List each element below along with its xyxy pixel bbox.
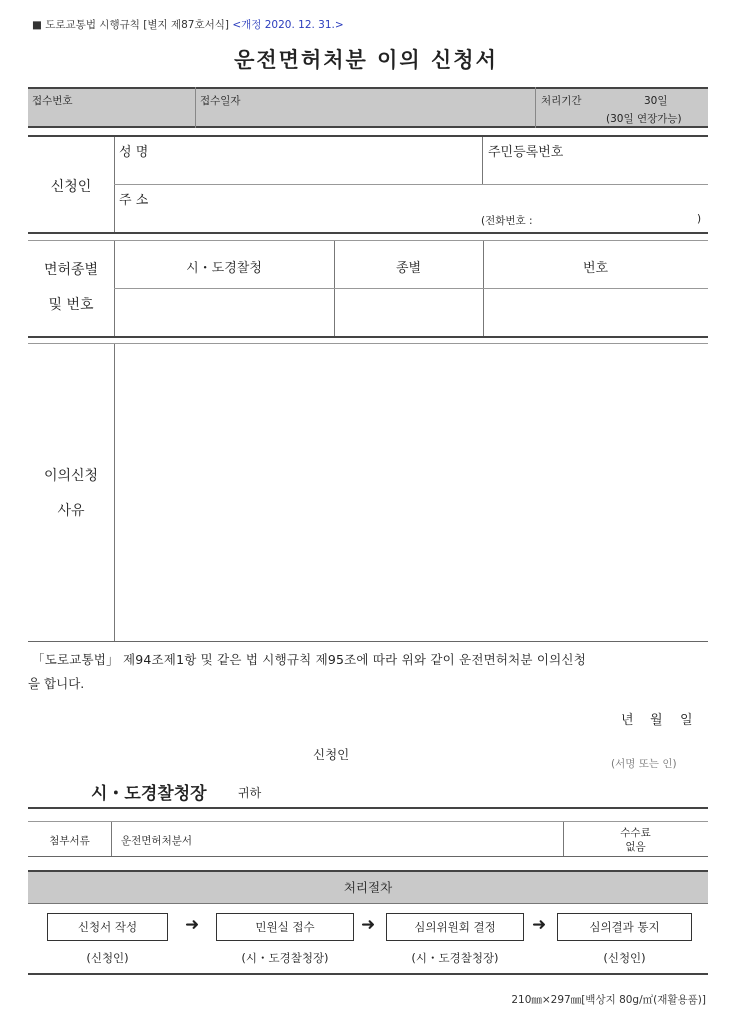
period-note: (30일 연장가능): [606, 113, 682, 125]
recipient-honorific: 귀하: [238, 786, 262, 800]
divider: [195, 87, 196, 128]
applicant-section-label: 신청인: [50, 179, 92, 195]
attachments-label: 첨부서류: [49, 835, 90, 847]
divider: [535, 87, 536, 128]
paper-spec: 210㎜×297㎜[백상지 80g/㎡(재활용품)]: [511, 994, 706, 1006]
step-reception: 민원실 접수: [216, 913, 354, 941]
step-notification: 심의결과 통지: [557, 913, 692, 941]
date-year: 년: [621, 713, 634, 728]
col-police: 시・도경찰청: [186, 261, 262, 276]
period-value: 30일: [644, 95, 668, 107]
step-committee: 심의위원회 결정: [386, 913, 524, 941]
statement-line-1: 「도로교통법」 제94조제1항 및 같은 법 시행규칙 제95조에 따라 위와 같이 운전면허처분 이의신청: [32, 652, 586, 667]
date-day: 일: [680, 713, 693, 728]
address-label: 주 소: [119, 193, 149, 208]
signature-note: (서명 또는 인): [611, 758, 677, 770]
license-label-2: 및 번호: [48, 297, 94, 313]
arrow-right-icon: ➜: [185, 915, 200, 935]
signature-label: 신청인: [313, 747, 350, 762]
law-reference: [32, 17, 344, 32]
statement-line-2: 을 합니다.: [28, 676, 85, 691]
rule: [114, 184, 708, 185]
arrow-right-icon: ➜: [361, 915, 376, 935]
date-month: 월: [650, 713, 663, 728]
phone-close: ): [697, 213, 702, 225]
rrn-label: 주민등록번호: [488, 145, 564, 160]
law-prefix: ■ 도로교통법 시행규칙 [별지 제87호서식]: [32, 19, 229, 31]
arrow-right-icon: ➜: [532, 915, 547, 935]
divider: [111, 822, 112, 856]
period-label: 처리기간: [541, 95, 582, 107]
name-label: 성 명: [119, 145, 149, 160]
rule: [28, 232, 708, 234]
fee-label: 수수료: [620, 827, 651, 839]
reason-label-1: 이의신청: [43, 468, 99, 484]
step-actor: (시・도경찰청장): [411, 951, 499, 965]
rule: [28, 240, 708, 241]
rule: [28, 973, 708, 975]
form-title: 운전면허처분 이의 신청서: [234, 48, 498, 72]
step-actor: (신청인): [603, 951, 646, 965]
fee-value: 없음: [625, 841, 646, 853]
rule: [28, 821, 708, 822]
phone-label: (전화번호 :: [481, 215, 533, 227]
rule: [28, 807, 708, 809]
recipient-name: 시・도경찰청장: [91, 784, 207, 804]
step-actor: (신청인): [86, 951, 129, 965]
col-type: 종별: [395, 261, 422, 276]
revision-link[interactable]: <개정 2020. 12. 31.>: [232, 19, 344, 31]
reason-label-2: 사유: [57, 503, 85, 519]
divider: [482, 137, 483, 184]
rule: [28, 336, 708, 338]
rule: [28, 343, 708, 344]
step-application: 신청서 작성: [47, 913, 168, 941]
attachments-value: 운전면허처분서: [121, 835, 193, 847]
procedure-title: 처리절차: [28, 870, 708, 904]
rule: [28, 135, 708, 137]
divider: [114, 344, 115, 641]
step-actor: (시・도경찰청장): [241, 951, 329, 965]
rule: [28, 641, 708, 642]
license-label-1: 면허종별: [43, 262, 99, 278]
rule: [114, 288, 708, 289]
receipt-date-label: 접수일자: [200, 95, 241, 107]
col-number: 번호: [582, 261, 609, 276]
rule: [28, 856, 708, 857]
receipt-no-label: 접수번호: [32, 95, 73, 107]
